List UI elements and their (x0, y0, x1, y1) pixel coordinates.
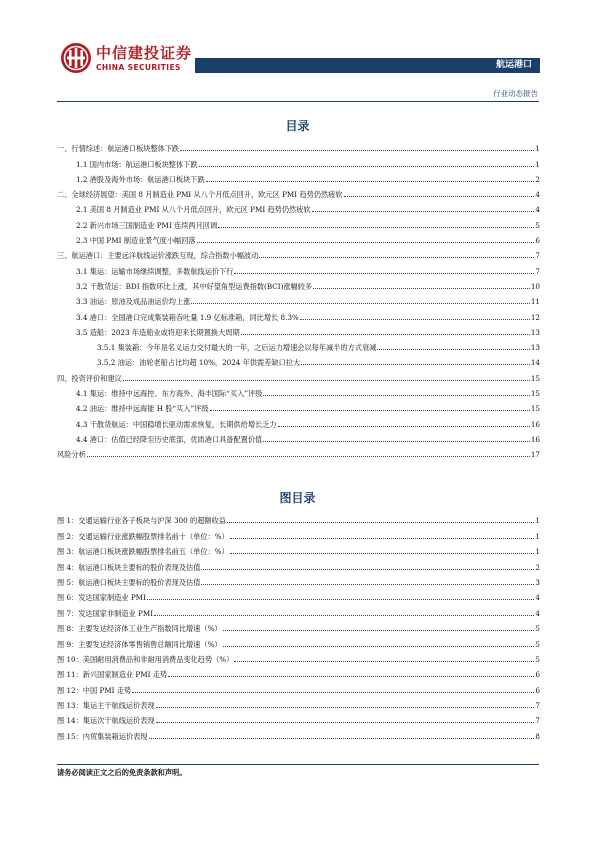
dot-leader (377, 349, 530, 350)
dot-leader (344, 196, 535, 197)
toc-entry-text: 4.1 集运：维持中远海控、东方海外、海丰国际“买入”评级 (76, 389, 263, 399)
toc-title: 目录 (285, 119, 310, 133)
toc-entry-text: 3.5 造船：2023 年造船业或将迎来长期置换大周期 (76, 327, 240, 337)
dot-leader (218, 227, 534, 228)
figure-entry[interactable] (57, 572, 540, 587)
toc-entry-text: 3.5.2 油运：油轮老船占比均超 10%，2024 年供需差缺口拉大 (97, 358, 301, 368)
dot-leader (230, 538, 535, 539)
toc-entry-page-number: 16 (530, 419, 540, 429)
figure-entry-text: 图 7：发达国家非制造业 PMI (57, 608, 154, 618)
dot-leader (197, 242, 535, 243)
dot-leader (180, 150, 534, 151)
dot-leader (132, 692, 534, 693)
figure-entry-text: 图 4：航运港口板块主要标的股价表现及估值 (57, 562, 201, 572)
figure-entry-page-number: 5 (535, 639, 540, 649)
toc-entry[interactable] (57, 413, 540, 428)
toc-entry[interactable] (57, 429, 540, 444)
figure-entry[interactable] (57, 556, 540, 571)
toc-entry-text: 3.5.1 集装箱：今年是名义运力交付最大的一年，之后运力增速会以每年减半的方式衰减 (97, 343, 377, 353)
toc-entry-text: 风险分析 (57, 450, 86, 460)
figure-entry[interactable] (57, 649, 540, 664)
dot-leader (227, 522, 535, 523)
dot-leader (156, 707, 535, 708)
toc-entry-text: 二、全球经济展望：美国 8 月制造业 PMI 从八个月低点回升，欧元区 PMI 趋势仍然疲软 (57, 190, 343, 200)
toc-entry[interactable] (57, 444, 540, 459)
toc-entry-text: 3.3 油运：原油及成品油运价均上涨 (76, 297, 191, 307)
figure-entry-page-number: 8 (535, 731, 540, 741)
toc-entry[interactable] (57, 184, 540, 199)
toc-entry-page-number: 17 (530, 450, 540, 460)
dot-leader (206, 181, 535, 182)
toc-entry-text: 3.4 港口：全国港口完成集装箱吞吐量 1.9 亿标准箱，同比增长 8.3% (76, 312, 299, 322)
dot-leader (234, 273, 534, 274)
toc-entry-text: 4.2 油运：维持中远海能 H 股“买入”评级 (76, 404, 209, 414)
toc-entry[interactable] (57, 291, 540, 306)
figure-entry-page-number: 6 (535, 685, 540, 695)
figure-entry[interactable] (57, 525, 540, 540)
footer-divider (57, 764, 539, 765)
figure-entry-text: 图 5：航运港口板块主要标的股价表现及估值 (57, 577, 201, 587)
toc-entry-text: 1.2 港股及海外市场：航运港口板块下跌 (76, 174, 205, 184)
toc-entry-text: 3.1 集运：运输市场继续调整，多数航线运价下行 (76, 266, 234, 276)
dot-leader (201, 569, 534, 570)
dot-leader (191, 303, 530, 304)
toc-entry-page-number: 4 (535, 190, 540, 200)
company-logo (60, 42, 195, 76)
toc-entry-page-number: 7 (535, 251, 540, 261)
dot-leader (149, 738, 535, 739)
china-securities-logo-icon (60, 42, 92, 74)
figure-list-title: 图目录 (279, 491, 316, 505)
dot-leader (263, 441, 530, 442)
toc-entry[interactable] (57, 138, 540, 153)
toc-entry-page-number: 15 (530, 373, 540, 383)
dot-leader (263, 395, 529, 396)
figure-entry-page-number: 1 (535, 516, 540, 526)
figure-entry-page-number: 7 (535, 716, 540, 726)
toc-entry-text: 三、航运港口：主要远洋航线运价涨跌互现，综合指数小幅波动 (57, 251, 259, 261)
toc-entry-text: 1.1 国内市场：航运港口板块整体下跌 (76, 159, 198, 169)
figure-entry-page-number: 5 (535, 624, 540, 634)
toc-entry-text: 2.2 新兴市场三国制造业 PMI 连续两月回调 (76, 220, 218, 230)
toc-entry-page-number: 12 (530, 312, 540, 322)
toc-entry-page-number: 11 (530, 297, 540, 307)
dot-leader (201, 584, 534, 585)
figure-entry[interactable] (57, 587, 540, 602)
brand-name-en: CHINA SECURITIES (96, 63, 181, 72)
toc-entry[interactable] (57, 306, 540, 321)
toc-entry-page-number: 6 (535, 236, 540, 246)
dot-leader (234, 661, 534, 662)
toc-entry-page-number: 16 (530, 434, 540, 444)
toc-entry[interactable] (57, 398, 540, 413)
toc-entry-text: 2.3 中国 PMI 制造业景气度小幅回落 (76, 236, 196, 246)
figure-entry-page-number: 2 (535, 562, 540, 572)
figure-entry-text: 图 12：中国 PMI 走势 (57, 685, 132, 695)
toc-entry-page-number: 1 (535, 159, 540, 169)
dot-leader (87, 456, 530, 457)
toc-entry-text: 3.2 干散货运：BDI 指数环比上涨，其中好望角型运费指数(BCI)涨幅较多 (76, 281, 313, 291)
report-type: 行业动态报告 (493, 89, 538, 98)
dot-leader (210, 410, 530, 411)
dot-leader (230, 553, 535, 554)
toc-entry[interactable] (57, 169, 540, 184)
toc-entry[interactable] (57, 352, 540, 367)
dot-leader (278, 426, 530, 427)
toc-entry-page-number: 5 (535, 220, 540, 230)
figure-entry[interactable] (57, 541, 540, 556)
dot-leader (199, 166, 535, 167)
figure-entry-text: 图 3：航运港口板块涨跌幅股票排名前五（单位：%） (57, 547, 229, 557)
dot-leader (168, 676, 534, 677)
figure-entry-text: 图 6：发达国家制造业 PMI (57, 593, 146, 603)
toc-entry-page-number: 14 (530, 358, 540, 368)
figure-entry[interactable] (57, 695, 540, 710)
toc-entry[interactable] (57, 367, 540, 382)
figure-entry[interactable] (57, 618, 540, 633)
toc-entry[interactable] (57, 322, 540, 337)
figure-entry-text: 图 2：交通运输行业涨跌幅股票排名前十（单位：%） (57, 531, 229, 541)
toc-entry[interactable] (57, 153, 540, 168)
figure-list (57, 510, 540, 741)
figure-entry-text: 图 15：内贸集装箱运价表现 (57, 731, 148, 741)
industry-label: 航运港口 (495, 60, 532, 70)
toc-entry-page-number: 4 (535, 205, 540, 215)
toc-entry[interactable] (57, 383, 540, 398)
toc-list (57, 138, 540, 459)
figure-entry-page-number: 4 (535, 608, 540, 618)
figure-entry[interactable] (57, 510, 540, 525)
dot-leader (154, 615, 534, 616)
figure-entry-page-number: 7 (535, 701, 540, 711)
figure-entry-text: 图 8：主要发达经济体工业生产指数同比增速（%） (57, 624, 222, 634)
figure-entry-page-number: 6 (535, 670, 540, 680)
dot-leader (313, 288, 530, 289)
figure-entry-page-number: 1 (535, 531, 540, 541)
figure-entry[interactable] (57, 664, 540, 679)
figure-entry-text: 图 9：主要发达经济体零售销售总额同比增速（%） (57, 639, 222, 649)
toc-entry[interactable] (57, 276, 540, 291)
toc-entry-text: 四、投资评价和建议 (57, 373, 122, 383)
figure-entry[interactable] (57, 602, 540, 617)
toc-entry-page-number: 1 (535, 144, 540, 154)
figure-entry[interactable] (57, 725, 540, 740)
dot-leader (156, 722, 535, 723)
toc-entry-page-number: 7 (535, 266, 540, 276)
figure-entry[interactable] (57, 710, 540, 725)
figure-entry-page-number: 4 (535, 593, 540, 603)
toc-entry[interactable] (57, 337, 540, 352)
toc-entry-page-number: 13 (530, 327, 540, 337)
figure-entry[interactable] (57, 633, 540, 648)
toc-entry-page-number: 13 (530, 343, 540, 353)
disclaimer-note: 请务必阅读正文之后的免责条款和声明。 (57, 768, 187, 777)
figure-entry-text: 图 1：交通运输行业各子板块与沪深 300 的超额收益 (57, 516, 226, 526)
dot-leader (300, 319, 530, 320)
figure-entry-text: 图 10：美国耐用消费品和非耐用消费品变化趋势（%） (57, 654, 234, 664)
header-bar (195, 58, 540, 73)
dot-leader (301, 364, 530, 365)
figure-entry[interactable] (57, 679, 540, 694)
toc-entry-page-number: 15 (530, 404, 540, 414)
dot-leader (147, 599, 535, 600)
toc-entry-text: 2.1 美国 8 月制造业 PMI 从八个月低点回升，欧元区 PMI 趋势仍然疲软 (76, 205, 311, 215)
figure-entry-text: 图 14：集运次干航线运价表现 (57, 716, 155, 726)
toc-entry[interactable] (57, 245, 540, 260)
figure-entry-text: 图 13：集运主干航线运价表现 (57, 701, 155, 711)
figure-entry-page-number: 1 (535, 547, 540, 557)
toc-entry[interactable] (57, 214, 540, 229)
figure-entry-text: 图 11：新兴国家制造业 PMI 走势 (57, 670, 168, 680)
dot-leader (223, 630, 535, 631)
toc-entry-text: 4.3 干散货航运：中国稳增长驱动需求恢复，长期供给增长乏力 (76, 419, 277, 429)
figure-entry-page-number: 3 (535, 577, 540, 587)
dot-leader (223, 646, 535, 647)
toc-entry[interactable] (57, 260, 540, 275)
dot-leader (312, 211, 535, 212)
toc-entry-page-number: 15 (530, 389, 540, 399)
toc-entry-text: 4.4 港口：估值已经降至历史底部，优质港口具备配置价值 (76, 434, 263, 444)
dot-leader (241, 334, 530, 335)
figure-entry-page-number: 5 (535, 654, 540, 664)
toc-entry-text: 一、行情综述：航运港口板块整体下跌 (57, 144, 180, 154)
toc-entry-page-number: 10 (530, 281, 540, 291)
dot-leader (259, 257, 534, 258)
brand-name-cn: 中信建投证券 (96, 44, 193, 62)
toc-entry[interactable] (57, 199, 540, 214)
header-divider (57, 101, 539, 102)
toc-entry-page-number: 2 (535, 174, 540, 184)
dot-leader (123, 380, 530, 381)
toc-entry[interactable] (57, 230, 540, 245)
